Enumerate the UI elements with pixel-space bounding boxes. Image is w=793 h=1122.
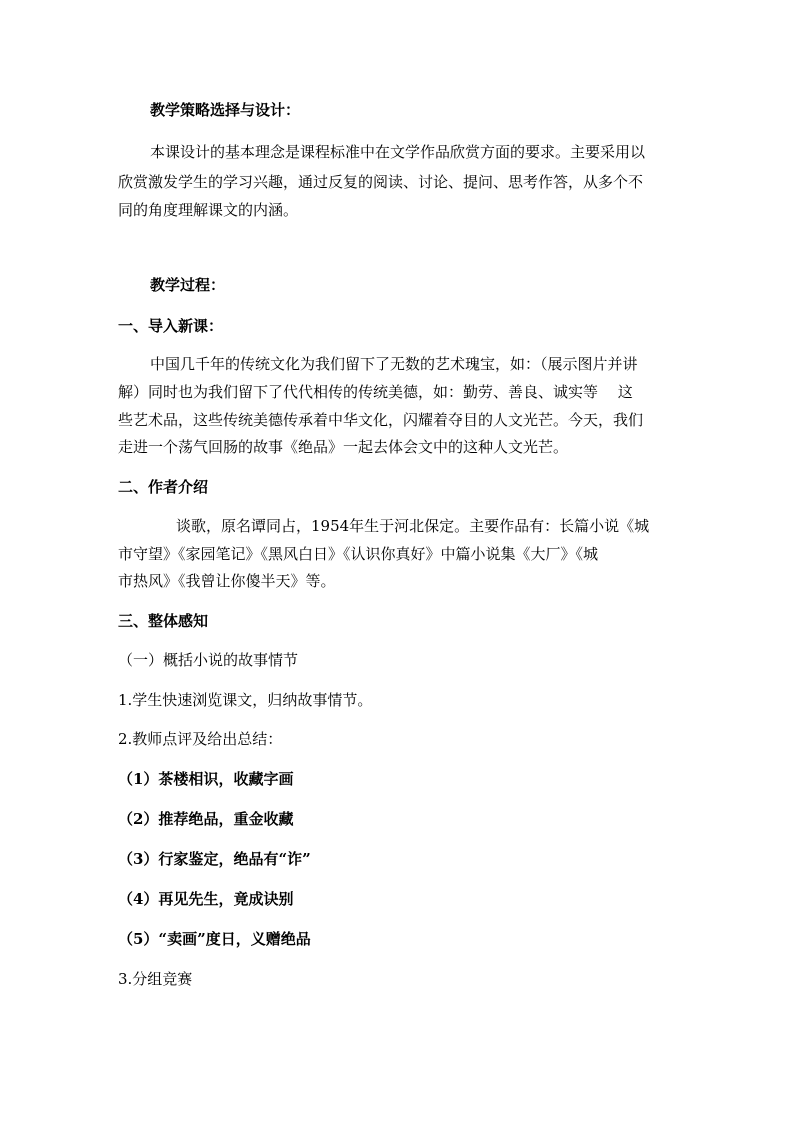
strategy-paragraph-line-2: 欣赏激发学生的学习兴趣，通过反复的阅读、讨论、提问、思考作答，从多个不 (118, 173, 644, 191)
intro-paragraph-line-4: 走进一个荡气回肠的故事《绝品》一起去体会文中的这种人文光芒。 (118, 438, 569, 456)
author-paragraph-line-3: 市热风》《我曾让你傻半天》等。 (118, 572, 336, 590)
section3-heading: 三、整体感知 (118, 612, 209, 630)
author-paragraph-line-2: 市守望》《家园笔记》《黑风白日》《认识你真好》中篇小说集《大厂》《城 (118, 545, 599, 563)
plot-point-1: （1）茶楼相识，收藏字画 (118, 770, 294, 788)
intro-paragraph-line-1: 中国几千年的传统文化为我们留下了无数的艺术瑰宝，如：（展示图片并讲 (150, 355, 638, 373)
author-paragraph-line-1: 谈歌，原名谭同占，1954年生于河北保定。主要作品有：长篇小说《城 (176, 517, 650, 535)
process-heading: 教学过程： (150, 276, 226, 294)
strategy-heading: 教学策略选择与设计： (150, 101, 301, 119)
strategy-paragraph-line-1: 本课设计的基本理念是课程标准中在文学作品欣赏方面的要求。主要采用以 (150, 143, 646, 161)
section1-heading: 一、导入新课： (118, 317, 224, 335)
intro-paragraph-line-2: 解）同时也为我们留下了代代相传的传统美德，如：勤劳、善良、诚实等 这 (118, 383, 633, 401)
plot-point-4: （4）再见先生，竟成诀别 (118, 890, 294, 908)
section2-heading: 二、作者介绍 (118, 478, 209, 496)
step-1: 1.学生快速浏览课文，归纳故事情节。 (118, 691, 373, 709)
step-3: 3.分组竞赛 (118, 970, 193, 988)
step-2: 2.教师点评及给出总结： (118, 730, 283, 748)
strategy-paragraph-line-3: 同的角度理解课文的内涵。 (118, 201, 299, 219)
subsection-plot-summary: （一）概括小说的故事情节 (118, 651, 299, 669)
intro-paragraph-line-3: 些艺术品，这些传统美德传承着中华文化，闪耀着夺目的人文光芒。今天，我们 (118, 411, 644, 429)
plot-point-3: （3）行家鉴定，绝品有“诈” (118, 850, 311, 868)
plot-point-2: （2）推荐绝品，重金收藏 (118, 810, 294, 828)
plot-point-5: （5）“卖画”度日，义赠绝品 (118, 930, 311, 948)
